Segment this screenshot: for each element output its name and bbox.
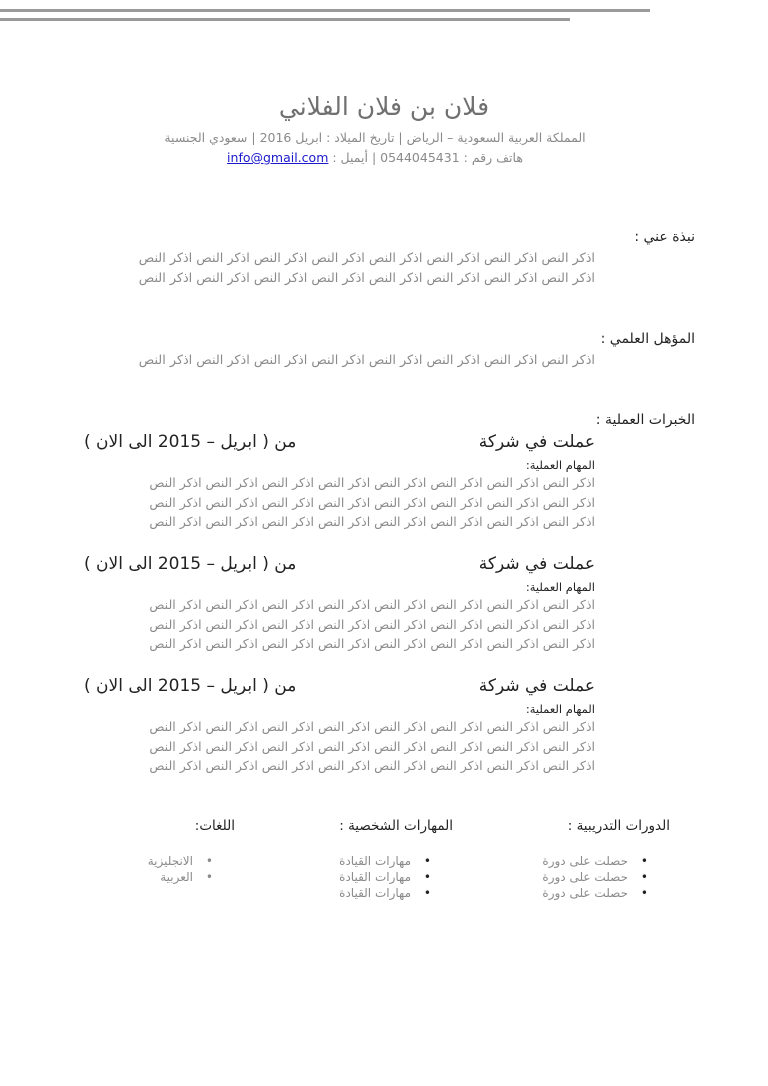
about-line: اذكر النص اذكر النص اذكر النص اذكر النص اذكر النص اذكر النص اذكر النص اذكر النص <box>138 251 595 266</box>
skill-item: • مهارات القيادة <box>339 853 431 869</box>
task-line: اذكر النص اذكر النص اذكر النص اذكر النص اذكر النص اذكر النص اذكر النص اذكر النص <box>149 636 595 651</box>
about-line: اذكر النص اذكر النص اذكر النص اذكر النص اذكر النص اذكر النص اذكر النص اذكر النص <box>138 271 595 286</box>
education-heading: المؤهل العلمي : <box>600 331 695 347</box>
course-item: • حصلت على دورة <box>542 885 648 901</box>
tasks-label: المهام العملية: <box>525 702 595 716</box>
contact-line <box>0 150 750 165</box>
task-line: اذكر النص اذكر النص اذكر النص اذكر النص اذكر النص اذكر النص اذكر النص اذكر النص <box>149 514 595 529</box>
task-line: اذكر النص اذكر النص اذكر النص اذكر النص اذكر النص اذكر النص اذكر النص اذكر النص <box>149 597 595 612</box>
candidate-name: فلان بن فلان الفلاني <box>278 92 490 121</box>
tasks-list <box>95 717 595 776</box>
about-text <box>55 249 595 289</box>
task-line: اذكر النص اذكر النص اذكر النص اذكر النص اذكر النص اذكر النص اذكر النص اذكر النص <box>149 719 595 734</box>
task-line: اذكر النص اذكر النص اذكر النص اذكر النص اذكر النص اذكر النص اذكر النص اذكر النص <box>149 616 595 632</box>
language-item: • الانجليزية <box>148 853 213 869</box>
job-date: من ( ابريل – 2015 الى الان ) <box>84 554 297 574</box>
task-line: اذكر النص اذكر النص اذكر النص اذكر النص اذكر النص اذكر النص اذكر النص اذكر النص <box>149 758 595 773</box>
job-title: عملت في شركة <box>478 432 595 452</box>
skills-heading: المهارات الشخصية : <box>339 818 453 834</box>
tasks-list <box>95 595 595 654</box>
job-date: من ( ابريل – 2015 الى الان ) <box>84 432 297 452</box>
skill-item: • مهارات القيادة <box>339 885 431 901</box>
job-title: عملت في شركة <box>478 554 595 574</box>
course-item: • حصلت على دورة <box>542 869 648 885</box>
contact-phone: هاتف رقم : 0544045431 | أيميل : <box>328 150 523 165</box>
education-line: اذكر النص اذكر النص اذكر النص اذكر النص اذكر النص اذكر النص اذكر النص اذكر النص <box>138 353 595 368</box>
tasks-label: المهام العملية: <box>525 580 595 594</box>
courses-list <box>542 853 648 901</box>
education-text <box>55 351 595 371</box>
job-date: من ( ابريل – 2015 الى الان ) <box>84 676 297 696</box>
task-line: اذكر النص اذكر النص اذكر النص اذكر النص اذكر النص اذكر النص اذكر النص اذكر النص <box>149 738 595 754</box>
top-rule-long <box>0 9 650 12</box>
skill-item: • مهارات القيادة <box>339 869 431 885</box>
job-title: عملت في شركة <box>478 676 595 696</box>
about-heading: نبذة عني : <box>634 229 695 245</box>
task-line: اذكر النص اذكر النص اذكر النص اذكر النص اذكر النص اذكر النص اذكر النص اذكر النص <box>149 494 595 510</box>
courses-heading: الدورات التدريبية : <box>567 818 670 834</box>
personal-info-line: المملكة العربية السعودية – الرياض | تاريخ الميلاد : ابريل 2016 | سعودي الجنسية <box>164 130 586 145</box>
experience-heading: الخبرات العملية : <box>595 412 695 428</box>
course-item: • حصلت على دورة <box>542 853 648 869</box>
top-rule-short <box>0 18 570 21</box>
skills-list <box>339 853 431 901</box>
tasks-label: المهام العملية: <box>525 458 595 472</box>
languages-list <box>148 853 213 885</box>
languages-heading: اللغات: <box>194 818 235 834</box>
language-item: • العربية <box>148 869 213 885</box>
email-link[interactable]: info@gmail.com <box>227 150 329 165</box>
tasks-list <box>95 473 595 532</box>
task-line: اذكر النص اذكر النص اذكر النص اذكر النص اذكر النص اذكر النص اذكر النص اذكر النص <box>149 475 595 490</box>
